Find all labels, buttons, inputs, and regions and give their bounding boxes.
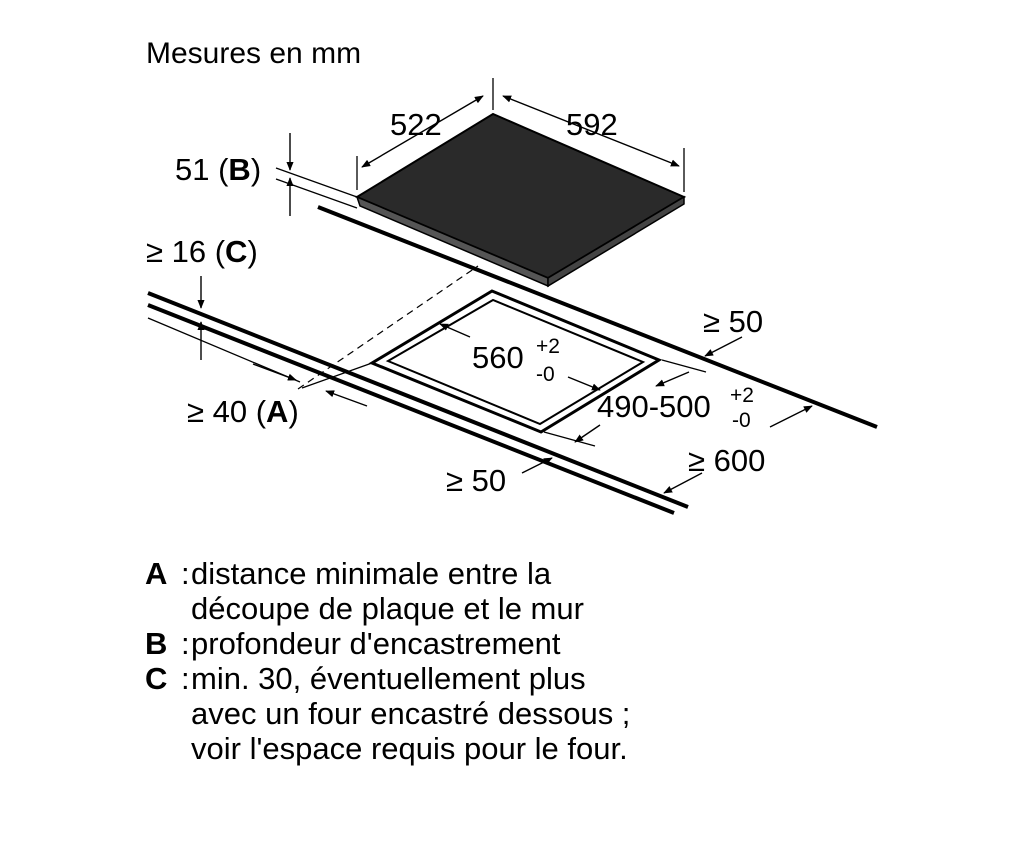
legend-item-a	[145, 556, 965, 626]
svg-text:+2: +2	[536, 335, 560, 358]
legend-separator: :	[181, 626, 190, 661]
legend-key: C	[145, 661, 168, 696]
legend-item-b	[145, 626, 965, 661]
hob-width-label: 592	[566, 107, 618, 142]
legend-separator: :	[181, 661, 190, 696]
worktop-thickness-label: ≥ 16 (C)	[146, 234, 258, 269]
wall-gap-arrow-right	[326, 391, 367, 406]
measure-unit-title: Mesures en mm	[146, 37, 362, 70]
front-edge-label: ≥ 50	[446, 463, 507, 498]
hob-depth-label: 522	[390, 107, 442, 142]
legend-item-c	[145, 661, 965, 766]
legend-text: min. 30, éventuellement plus avec un four encastré dessous ; voir l'espace requis pour le four.	[191, 661, 631, 766]
worktop-depth-arrow-top	[770, 406, 812, 427]
cutout-depth-arrow-top	[656, 372, 689, 386]
cutout-width-label	[472, 335, 560, 386]
legend-key: A	[145, 556, 168, 591]
cutout-depth-arrow-bottom	[575, 425, 600, 442]
hob-height-label: 51 (B)	[175, 152, 262, 187]
back-edge-arrow	[705, 337, 742, 356]
svg-text:490-500: 490-500	[597, 389, 711, 424]
cutout-width-arrow-left	[440, 324, 470, 337]
cutout-depth-label	[597, 384, 754, 432]
legend-key: B	[145, 626, 168, 661]
svg-text:+2: +2	[730, 384, 754, 407]
legend-text: distance minimale entre la découpe de plaque et le mur	[191, 556, 584, 626]
legend	[145, 556, 965, 766]
svg-text:-0: -0	[536, 363, 555, 386]
cutout-width-arrow-right	[568, 377, 600, 390]
svg-text:560: 560	[472, 340, 524, 375]
legend-text: profondeur d'encastrement	[191, 626, 561, 661]
svg-text:-0: -0	[732, 409, 751, 432]
wall-gap-label: ≥ 40 (A)	[187, 394, 299, 429]
wall-gap-arrow-left	[253, 364, 296, 380]
worktop-depth-label: ≥ 600	[688, 443, 766, 478]
legend-separator: :	[181, 556, 190, 591]
back-edge-label: ≥ 50	[703, 304, 764, 339]
